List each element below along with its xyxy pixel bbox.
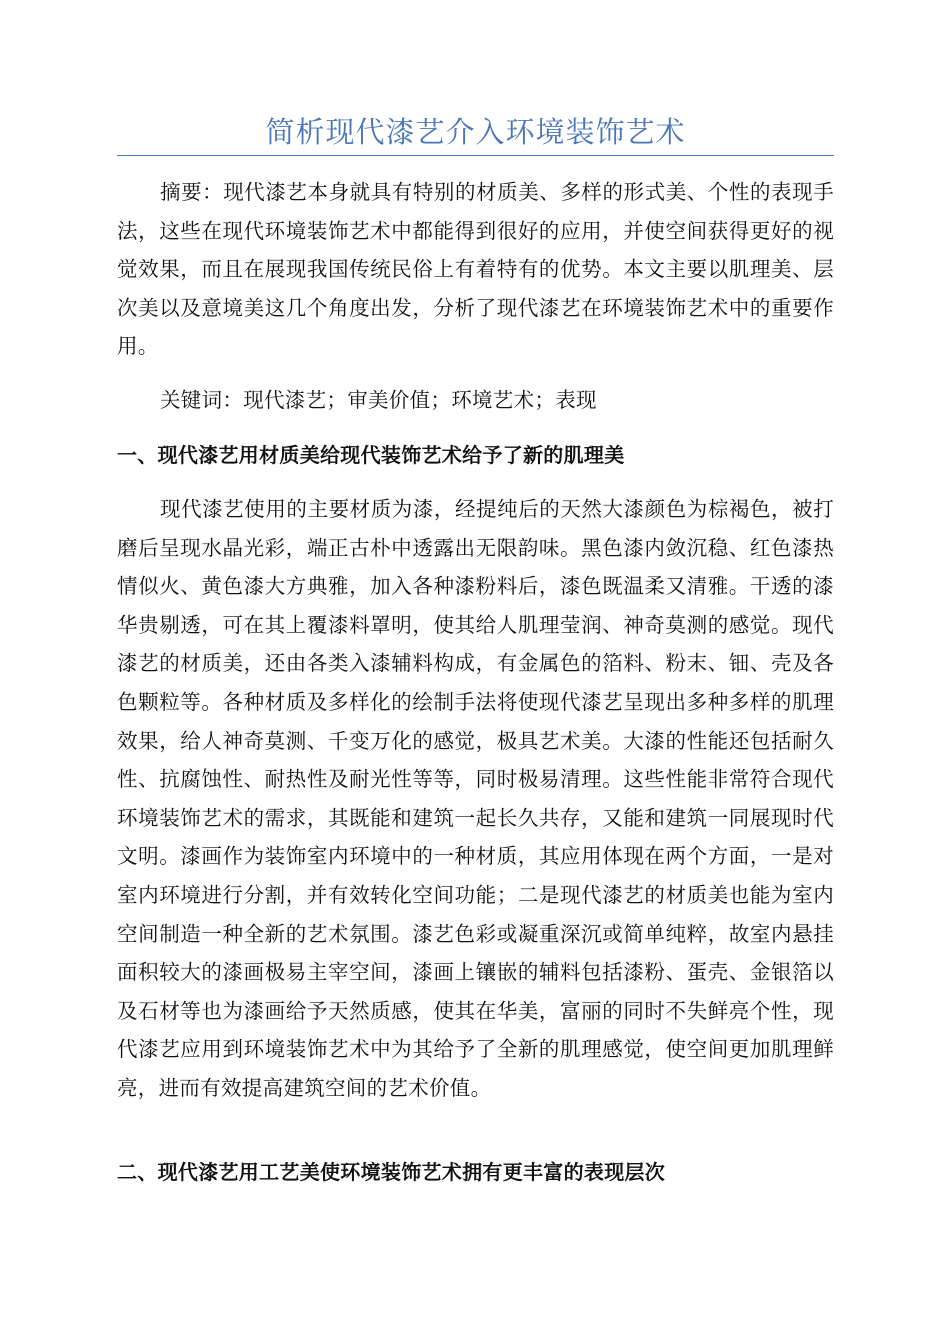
section-1-heading: 一、现代漆艺用材质美给现代装饰艺术给予了新的肌理美 [117,443,625,467]
keywords-paragraph: 关键词：现代漆艺；审美价值；环境艺术；表现 [160,388,597,412]
abstract-paragraph: 摘要：现代漆艺本身就具有特别的材质美、多样的形式美、个性的表现手法，这些在现代环境装饰艺术中都能得到很好的应用，并使空间获得更好的视觉效果，而且在展现我国传统民俗上有着特有的优势。本文主要以肌理美、层次美以及意境美这几个角度出发，分析了现代漆艺在环境装饰艺术中的重要作用。 [117,180,834,359]
section-2-heading: 二、现代漆艺用工艺美使环境装饰艺术拥有更丰富的表现层次 [117,1160,666,1184]
document-title: 简析现代漆艺介入环境装饰艺术 [265,115,686,149]
title-divider [117,155,834,156]
section-1-body: 现代漆艺使用的主要材质为漆，经提纯后的天然大漆颜色为棕褐色，被打磨后呈现水晶光彩，端正古朴中透露出无限韵味。黑色漆内敛沉稳、红色漆热情似火、黄色漆大方典雅，加入各种漆粉料后，漆色既温柔又清雅。干透的漆华贵剔透，可在其上覆漆料罩明，使其给人肌理莹润、神奇莫测的感觉。现代漆艺的材质美，还由各类入漆辅料构成，有金属色的箔料、粉末、钿、壳及各色颗粒等。各种材质及多样化的绘制手法将使现代漆艺呈现出多种多样的肌理效果，给人神奇莫测、千变万化的感觉，极具艺术美。大漆的性能还包括耐久性、抗腐蚀性、耐热性及耐光性等等，同时极易清理。这些性能非常符合现代环境装饰艺术的需求，其既能和建筑一起长久共存，又能和建筑一同展现时代文明。漆画作为装饰室内环境中的一种材质，其应用体现在两个方面，一是对室内环境进行分割，并有效转化空间功能；二是现代漆艺的材质美也能为室内空间制造一种全新的艺术氛围。漆艺色彩或凝重深沉或简单纯粹，故室内悬挂面积较大的漆画极易主宰空间，漆画上镶嵌的辅料包括漆粉、蛋壳、金银箔以及石材等也为漆画给予天然质感，使其在华美，富丽的同时不失鲜亮个性，现代漆艺应用到环境装饰艺术中为其给予了全新的肌理感觉，使空间更加肌理鲜亮，进而有效提高建筑空间的艺术价值。 [117,497,834,1100]
